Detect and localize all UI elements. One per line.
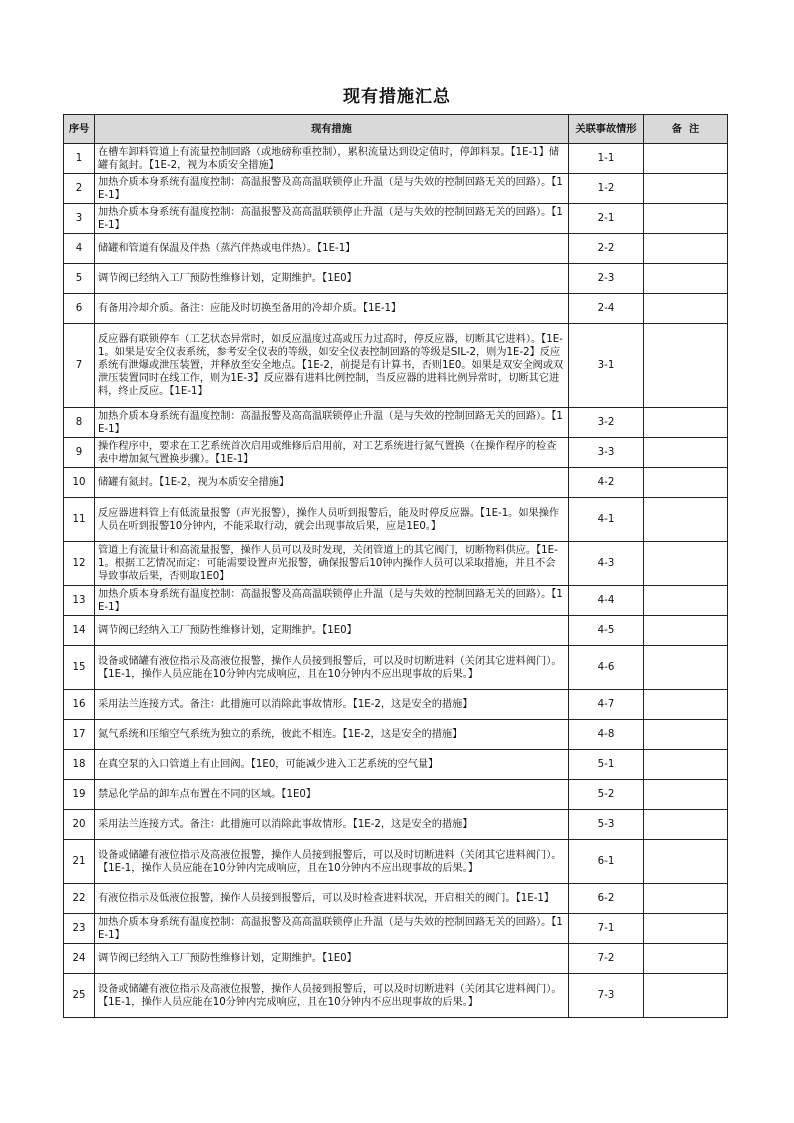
row-measure: 设备或储罐有液位指示及高液位报警，操作人员接到报警后，可以及时切断进料（关闭其它进料阀门）。【1E-1，操作人员应能在10分钟内完成响应，且在10分钟内不应出现事故的后果。】 — [95, 840, 569, 884]
row-measure: 反应器进料管上有低流量报警（声光报警），操作人员听到报警后，能及时停反应器。【1E-1。如果操作人员在听到报警10分钟内，不能采取行动，就会出现事故后果，应是1E0。】 — [95, 498, 569, 542]
row-no: 2 — [64, 174, 95, 204]
measures-table — [63, 114, 728, 1018]
row-scenario: 3-2 — [569, 408, 644, 438]
row-no: 19 — [64, 780, 95, 810]
table-row — [64, 542, 728, 586]
table-row — [64, 498, 728, 542]
row-measure: 调节阀已经纳入工厂预防性维修计划，定期维护。【1E0】 — [95, 264, 569, 294]
row-measure: 反应器有联锁停车（工艺状态异常时，如反应温度过高或压力过高时，停反应器，切断其它进料）。【1E-1。如果是安全仪表系统，参考安全仪表的等级，如安全仪表控制回路的等级是SIL-2，则为1E-2】反应系统有泄爆或泄压装置，并释放至安全地点。【1E-2，前提是有计算书，否则1E0。如果是双安全阀或双泄压装置同时在线工作，则为1E-3】反应器有进料比例控制，当反应器的进料比例异常时，切断其它进料，终止反应。【1E-1】 — [95, 324, 569, 408]
row-remark — [644, 690, 728, 720]
row-measure: 操作程序中，要求在工艺系统首次启用或维修后启用前，对工艺系统进行氮气置换（在操作程序的检查表中增加氮气置换步骤）。【1E-1】 — [95, 438, 569, 468]
row-no: 24 — [64, 944, 95, 974]
row-remark — [644, 840, 728, 884]
row-scenario: 5-1 — [569, 750, 644, 780]
row-scenario: 4-8 — [569, 720, 644, 750]
row-remark — [644, 204, 728, 234]
row-remark — [644, 646, 728, 690]
row-scenario: 7-2 — [569, 944, 644, 974]
row-scenario: 2-3 — [569, 264, 644, 294]
row-no: 17 — [64, 720, 95, 750]
header-remark: 备 注 — [644, 115, 728, 144]
row-remark — [644, 720, 728, 750]
row-remark — [644, 542, 728, 586]
table-row — [64, 840, 728, 884]
row-measure: 储罐和管道有保温及伴热（蒸汽伴热或电伴热）。【1E-1】 — [95, 234, 569, 264]
row-remark — [644, 944, 728, 974]
row-remark — [644, 144, 728, 174]
row-no: 12 — [64, 542, 95, 586]
row-measure: 设备或储罐有液位指示及高液位报警，操作人员接到报警后，可以及时切断进料（关闭其它进料阀门）。【1E-1，操作人员应能在10分钟内完成响应，且在10分钟内不应出现事故的后果。】 — [95, 646, 569, 690]
table-row — [64, 264, 728, 294]
row-remark — [644, 324, 728, 408]
table-row — [64, 294, 728, 324]
row-scenario: 7-3 — [569, 974, 644, 1018]
row-scenario: 5-3 — [569, 810, 644, 840]
row-measure: 管道上有流量计和高流量报警，操作人员可以及时发现，关闭管道上的其它阀门，切断物料供应。【1E-1。根据工艺情况而定：可能需要设置声光报警，确保报警后10钟内操作人员可以采取措施，并且不会导致事故后果，否则取1E0】 — [95, 542, 569, 586]
table-row — [64, 324, 728, 408]
row-remark — [644, 264, 728, 294]
row-no: 14 — [64, 616, 95, 646]
row-no: 23 — [64, 914, 95, 944]
row-scenario: 3-1 — [569, 324, 644, 408]
row-scenario: 1-2 — [569, 174, 644, 204]
table-row — [64, 914, 728, 944]
row-measure: 有液位指示及低液位报警，操作人员接到报警后，可以及时检查进料状况，开启相关的阀门。【1E-1】 — [95, 884, 569, 914]
row-measure: 加热介质本身系统有温度控制：高温报警及高高温联锁停止升温（是与失效的控制回路无关的回路）。【1E-1】 — [95, 586, 569, 616]
row-no: 18 — [64, 750, 95, 780]
row-measure: 设备或储罐有液位指示及高液位报警，操作人员接到报警后，可以及时切断进料（关闭其它进料阀门）。【1E-1，操作人员应能在10分钟内完成响应，且在10分钟内不应出现事故的后果。】 — [95, 974, 569, 1018]
row-scenario: 6-2 — [569, 884, 644, 914]
row-remark — [644, 234, 728, 264]
row-no: 5 — [64, 264, 95, 294]
row-no: 11 — [64, 498, 95, 542]
row-scenario: 2-2 — [569, 234, 644, 264]
table-row — [64, 944, 728, 974]
table-row — [64, 884, 728, 914]
row-measure: 加热介质本身系统有温度控制：高温报警及高高温联锁停止升温（是与失效的控制回路无关的回路）。【1E-1】 — [95, 204, 569, 234]
table-row — [64, 586, 728, 616]
row-no: 6 — [64, 294, 95, 324]
row-scenario: 2-1 — [569, 204, 644, 234]
row-remark — [644, 974, 728, 1018]
row-no: 15 — [64, 646, 95, 690]
row-remark — [644, 294, 728, 324]
row-scenario: 7-1 — [569, 914, 644, 944]
table-row — [64, 438, 728, 468]
table-row — [64, 690, 728, 720]
row-remark — [644, 914, 728, 944]
row-no: 7 — [64, 324, 95, 408]
table-row — [64, 646, 728, 690]
row-remark — [644, 616, 728, 646]
row-scenario: 1-1 — [569, 144, 644, 174]
row-scenario: 2-4 — [569, 294, 644, 324]
table-row — [64, 174, 728, 204]
row-measure: 氮气系统和压缩空气系统为独立的系统，彼此不相连。【1E-2，这是安全的措施】 — [95, 720, 569, 750]
row-measure: 调节阀已经纳入工厂预防性维修计划，定期维护。【1E0】 — [95, 616, 569, 646]
row-scenario: 4-3 — [569, 542, 644, 586]
row-scenario: 4-1 — [569, 498, 644, 542]
header-row — [64, 115, 728, 144]
row-no: 8 — [64, 408, 95, 438]
table-row — [64, 810, 728, 840]
row-scenario: 4-7 — [569, 690, 644, 720]
row-measure: 采用法兰连接方式。备注：此措施可以消除此事故情形。【1E-2，这是安全的措施】 — [95, 690, 569, 720]
row-scenario: 3-3 — [569, 438, 644, 468]
row-measure: 储罐有氮封。【1E-2，视为本质安全措施】 — [95, 468, 569, 498]
row-no: 16 — [64, 690, 95, 720]
table-row — [64, 750, 728, 780]
page-title: 现有措施汇总 — [343, 87, 451, 107]
row-remark — [644, 780, 728, 810]
row-remark — [644, 586, 728, 616]
row-no: 25 — [64, 974, 95, 1018]
row-measure: 加热介质本身系统有温度控制：高温报警及高高温联锁停止升温（是与失效的控制回路无关的回路）。【1E-1】 — [95, 174, 569, 204]
row-measure: 在槽车卸料管道上有流量控制回路（或地磅称重控制），累积流量达到设定值时，停卸料泵。【1E-1】储罐有氮封。【1E-2，视为本质安全措施】 — [95, 144, 569, 174]
row-scenario: 4-6 — [569, 646, 644, 690]
row-measure: 有备用冷却介质。备注：应能及时切换至备用的冷却介质。【1E-1】 — [95, 294, 569, 324]
row-scenario: 4-4 — [569, 586, 644, 616]
row-no: 13 — [64, 586, 95, 616]
row-scenario: 6-1 — [569, 840, 644, 884]
header-no: 序号 — [64, 115, 95, 144]
row-scenario: 5-2 — [569, 780, 644, 810]
row-no: 10 — [64, 468, 95, 498]
table-row — [64, 204, 728, 234]
row-remark — [644, 438, 728, 468]
row-measure: 在真空泵的入口管道上有止回阀。【1E0，可能减少进入工艺系统的空气量】 — [95, 750, 569, 780]
header-measure: 现有措施 — [95, 115, 569, 144]
table-row — [64, 234, 728, 264]
row-scenario: 4-2 — [569, 468, 644, 498]
row-remark — [644, 174, 728, 204]
table-row — [64, 616, 728, 646]
row-measure: 加热介质本身系统有温度控制：高温报警及高高温联锁停止升温（是与失效的控制回路无关的回路）。【1E-1】 — [95, 914, 569, 944]
row-measure: 调节阀已经纳入工厂预防性维修计划，定期维护。【1E0】 — [95, 944, 569, 974]
table-row — [64, 780, 728, 810]
row-no: 3 — [64, 204, 95, 234]
row-no: 22 — [64, 884, 95, 914]
row-no: 1 — [64, 144, 95, 174]
row-measure: 采用法兰连接方式。备注：此措施可以消除此事故情形。【1E-2，这是安全的措施】 — [95, 810, 569, 840]
row-no: 9 — [64, 438, 95, 468]
row-scenario: 4-5 — [569, 616, 644, 646]
row-no: 20 — [64, 810, 95, 840]
row-remark — [644, 884, 728, 914]
table-row — [64, 720, 728, 750]
header-scenario: 关联事故情形 — [569, 115, 644, 144]
row-remark — [644, 810, 728, 840]
table-row — [64, 144, 728, 174]
table-row — [64, 974, 728, 1018]
row-measure: 加热介质本身系统有温度控制：高温报警及高高温联锁停止升温（是与失效的控制回路无关的回路）。【1E-1】 — [95, 408, 569, 438]
row-remark — [644, 408, 728, 438]
row-no: 4 — [64, 234, 95, 264]
row-remark — [644, 750, 728, 780]
row-no: 21 — [64, 840, 95, 884]
table-row — [64, 468, 728, 498]
row-remark — [644, 498, 728, 542]
row-measure: 禁忌化学品的卸车点布置在不同的区域。【1E0】 — [95, 780, 569, 810]
table-row — [64, 408, 728, 438]
row-remark — [644, 468, 728, 498]
